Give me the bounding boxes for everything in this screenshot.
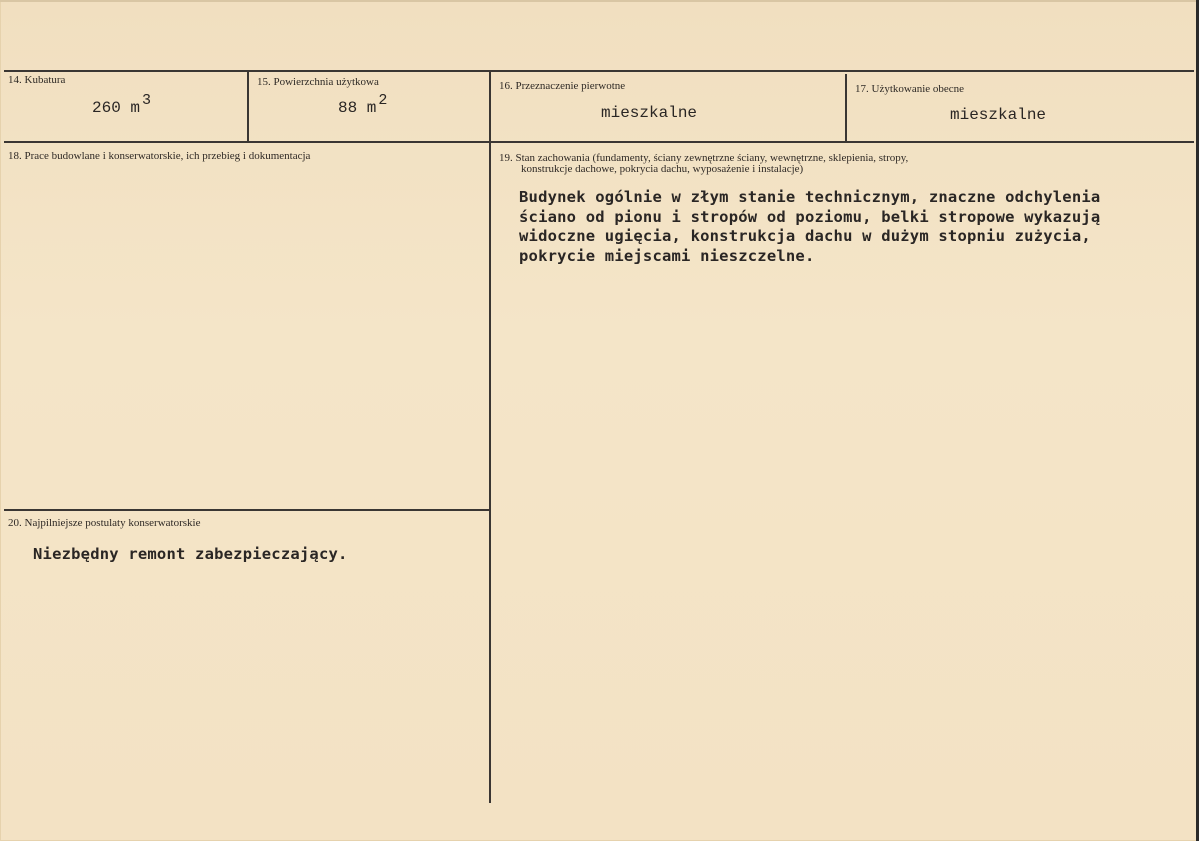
- condition-line: Budynek ogólnie w złym stanie technicznym, znaczne odchylenia: [519, 188, 1101, 206]
- field-16-value: mieszkalne: [601, 104, 698, 122]
- top-row-bottom-rule: [4, 141, 1194, 143]
- field-14-value-text: 260 m: [92, 99, 141, 117]
- divider-16-17: [845, 74, 847, 142]
- top-row-top-rule: [4, 70, 1194, 72]
- field-15-value-text: 88 m: [338, 99, 377, 117]
- condition-line: widoczne ugięcia, konstrukcja dachu w dużym stopniu zużycia,: [519, 227, 1091, 245]
- field-15-value: [338, 92, 388, 117]
- divider-15-16: [489, 70, 491, 803]
- field-19-label-line1: 19. Stan zachowania (fundamenty, ściany zewnętrzne ściany, wewnętrzne, sklepienia, stropy,: [499, 152, 909, 164]
- field-19-condition-text: [519, 188, 1100, 266]
- field-20-label: 20. Najpilniejsze postulaty konserwatorskie: [8, 517, 201, 529]
- field-17-value: mieszkalne: [950, 106, 1047, 124]
- field-19-label-line2: konstrukcje dachowe, pokrycia dachu, wyposażenie i instalacje): [521, 163, 804, 175]
- field-14-value-exponent: 3: [142, 92, 152, 109]
- condition-line: ściano od pionu i stropów od poziomu, belki stropowe wykazują: [519, 207, 1101, 226]
- field-14-value: [92, 92, 152, 117]
- condition-line: pokrycie miejscami nieszczelne.: [519, 246, 815, 265]
- field-17-label: 17. Użytkowanie obecne: [855, 83, 965, 95]
- field-18-label: 18. Prace budowlane i konserwatorskie, ich przebieg i dokumentacja: [8, 150, 311, 162]
- field-15-value-exponent: 2: [378, 92, 388, 109]
- divider-14-15: [247, 70, 249, 142]
- field-16-label: 16. Przeznaczenie pierwotne: [499, 80, 626, 92]
- field-15-label: 15. Powierzchnia użytkowa: [257, 76, 379, 88]
- field-20-postulate-text: Niezbędny remont zabezpieczający.: [33, 545, 348, 563]
- card-top-edge: [0, 0, 1199, 2]
- field-14-label: 14. Kubatura: [8, 74, 66, 86]
- field-20-top-rule: [4, 509, 490, 511]
